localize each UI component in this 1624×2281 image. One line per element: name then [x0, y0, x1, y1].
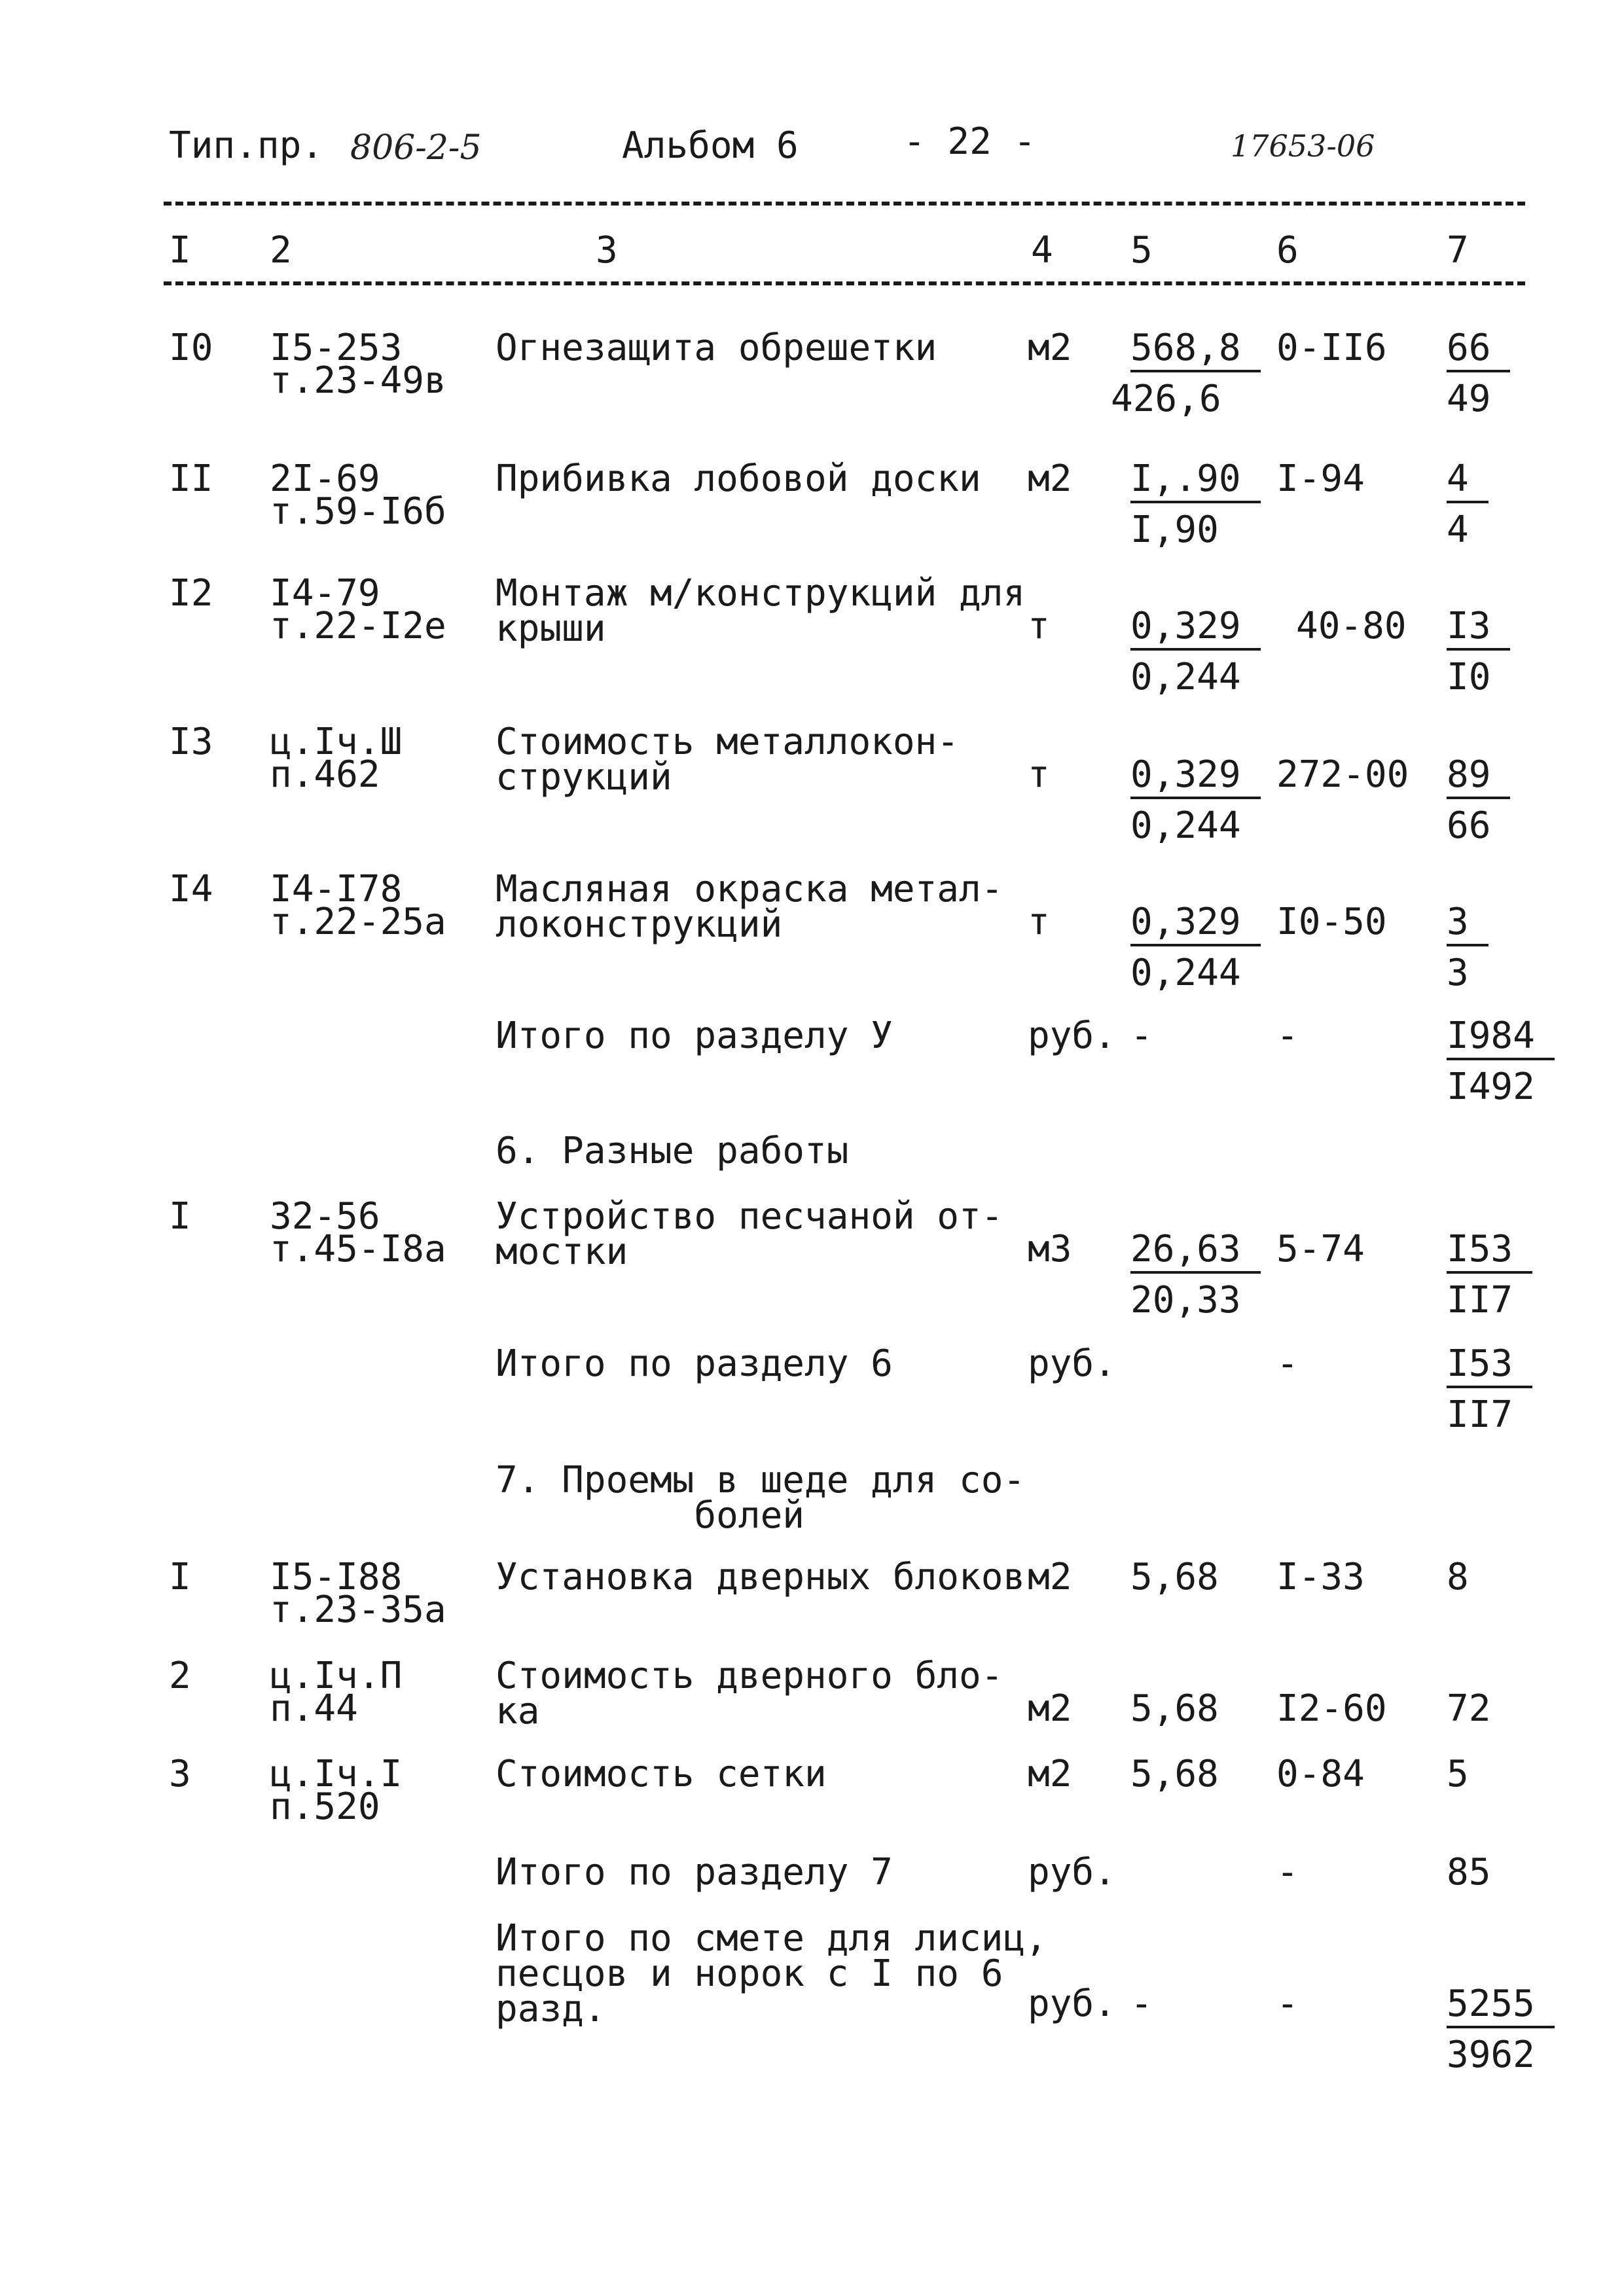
- project-number: 806-2-5: [350, 128, 482, 168]
- unit: м2: [1028, 1556, 1072, 1598]
- section-title: 7. Проемы в шеде для со- болей: [496, 1459, 1026, 1537]
- total-sum-full: I53: [1447, 1346, 1532, 1388]
- sum-reduced: 66: [1447, 804, 1491, 847]
- unit: т: [1028, 753, 1050, 796]
- col-header-4: 4: [1031, 229, 1053, 272]
- unit-price: I2-60: [1276, 1687, 1387, 1730]
- unit-price: I0-50: [1276, 901, 1387, 943]
- unit-price: 272-00: [1276, 753, 1409, 796]
- work-description: Стоимость металлокон- струкций: [496, 721, 960, 799]
- unit-price: 0-84: [1276, 1753, 1365, 1795]
- album-label: Альбом 6: [622, 124, 799, 167]
- norm-table: т.22-25а: [270, 901, 446, 943]
- work-description: Установка дверных блоков: [496, 1556, 1026, 1598]
- total-label: Итого по разделу 7: [496, 1851, 893, 1894]
- quantity-reduced: 0,244: [1130, 952, 1241, 994]
- quantity-full: 568,8: [1130, 331, 1261, 372]
- row-number: I: [169, 1195, 191, 1238]
- col-header-7: 7: [1447, 229, 1469, 272]
- quantity-reduced: 0,244: [1130, 656, 1241, 698]
- unit-price: I-33: [1276, 1556, 1365, 1598]
- work-description: Масляная окраска метал- локонструкций: [496, 868, 1003, 946]
- norm-table: п.44: [270, 1687, 358, 1730]
- norm-code: ц.Iч.I: [270, 1753, 403, 1795]
- norm-code: I4-I78: [270, 868, 403, 910]
- total-sum-full: I984: [1447, 1018, 1555, 1060]
- quantity-reduced: 20,33: [1130, 1279, 1241, 1321]
- row-number: I0: [169, 327, 213, 369]
- col-header-5: 5: [1130, 229, 1153, 272]
- grand-total-price: -: [1276, 1983, 1299, 2025]
- total-price: -: [1276, 1851, 1299, 1894]
- total-unit: руб.: [1028, 1015, 1116, 1057]
- total-sum-reduced: I492: [1447, 1066, 1535, 1108]
- quantity: [1130, 458, 1261, 551]
- section-title: 6. Разные работы: [496, 1130, 849, 1172]
- sum: 72: [1447, 1687, 1491, 1730]
- quantity-full: 26,63: [1130, 1232, 1261, 1274]
- norm-table: т.45-I8а: [270, 1228, 446, 1270]
- grand-total-sum-reduced: 3962: [1447, 2034, 1535, 2076]
- row-number: 3: [169, 1753, 191, 1795]
- sum: [1447, 605, 1510, 698]
- norm-code: I5-I88: [270, 1556, 403, 1598]
- quantity: [1130, 605, 1261, 698]
- grand-total-sum: [1447, 1983, 1555, 2076]
- norm-table: п.520: [270, 1786, 380, 1828]
- header-divider-top: [164, 202, 1525, 206]
- total-sum-reduced: II7: [1447, 1393, 1513, 1436]
- unit: м2: [1028, 327, 1072, 369]
- sum-full: 4: [1447, 461, 1489, 503]
- quantity-reduced: I,90: [1130, 509, 1219, 551]
- work-description: Монтаж м/конструкций для крыши: [496, 572, 1026, 650]
- row-number: I: [169, 1556, 191, 1598]
- grand-total-unit: руб.: [1028, 1983, 1116, 2025]
- total-sum: [1447, 1015, 1555, 1108]
- doc-number: 17653-06: [1231, 128, 1375, 164]
- norm-code: 2I-69: [270, 458, 380, 500]
- sum: [1447, 753, 1510, 847]
- sum: [1447, 458, 1489, 551]
- norm-code: ц.Iч.Ш: [270, 721, 403, 763]
- unit: м2: [1028, 458, 1072, 500]
- quantity: [1130, 901, 1261, 994]
- quantity: 5,68: [1130, 1687, 1219, 1730]
- unit-price: I-94: [1276, 458, 1365, 500]
- sum-reduced: I0: [1447, 656, 1491, 698]
- quantity: 5,68: [1130, 1556, 1219, 1598]
- unit: т: [1028, 605, 1050, 647]
- row-number: I4: [169, 868, 213, 910]
- col-header-1: I: [169, 229, 191, 272]
- sum-reduced: 3: [1447, 952, 1469, 994]
- quantity-full: 0,329: [1130, 757, 1261, 799]
- unit-price: 0-II6: [1276, 327, 1387, 369]
- work-description: Прибивка лобовой доски: [496, 458, 981, 500]
- norm-code: I4-79: [270, 572, 380, 615]
- quantity-full: 0,329: [1130, 905, 1261, 946]
- work-description: Стоимость дверного бло- ка: [496, 1655, 1003, 1733]
- unit: м2: [1028, 1753, 1072, 1795]
- total-unit: руб.: [1028, 1342, 1116, 1385]
- total-unit: руб.: [1028, 1851, 1116, 1894]
- quantity: [1111, 327, 1261, 420]
- total-label: Итого по разделу У: [496, 1015, 893, 1057]
- total-sum: [1447, 1342, 1532, 1436]
- total-price: -: [1276, 1015, 1299, 1057]
- total-label: Итого по разделу 6: [496, 1342, 893, 1385]
- sum-full: 3: [1447, 905, 1489, 946]
- quantity: 5,68: [1130, 1753, 1219, 1795]
- col-header-2: 2: [270, 229, 292, 272]
- total-sum: 85: [1447, 1851, 1491, 1894]
- norm-code: I5-253: [270, 327, 403, 369]
- sum-reduced: 4: [1447, 509, 1469, 551]
- work-description: Устройство песчаной от- мостки: [496, 1195, 1003, 1273]
- quantity-reduced: 426,6: [1111, 378, 1221, 420]
- sum-reduced: 49: [1447, 378, 1491, 420]
- unit: м3: [1028, 1228, 1072, 1270]
- grand-total-quantity: -: [1130, 1983, 1153, 2025]
- grand-total-label: Итого по смете для лисиц, песцов и норок с I по 6 разд.: [496, 1917, 1047, 2030]
- unit: т: [1028, 901, 1050, 943]
- row-number: I3: [169, 721, 213, 763]
- grand-total-sum-full: 5255: [1447, 1986, 1555, 2028]
- sum-full: I3: [1447, 609, 1510, 651]
- unit: м2: [1028, 1687, 1072, 1730]
- sum-full: 66: [1447, 331, 1510, 372]
- sum-full: I53: [1447, 1232, 1532, 1274]
- row-number: II: [169, 458, 213, 500]
- norm-table: т.23-49в: [270, 359, 446, 402]
- sum-full: 89: [1447, 757, 1510, 799]
- sum: [1447, 1228, 1532, 1321]
- sum: 8: [1447, 1556, 1469, 1598]
- header-divider-bottom: [164, 281, 1525, 285]
- norm-code: ц.Iч.П: [270, 1655, 403, 1697]
- quantity-full: 0,329: [1130, 609, 1261, 651]
- row-number: 2: [169, 1655, 191, 1697]
- sum: [1447, 327, 1510, 420]
- header-prefix: Тип.пр.: [169, 124, 324, 167]
- norm-code: 32-56: [270, 1195, 380, 1238]
- quantity-reduced: 0,244: [1130, 804, 1241, 847]
- work-description: Огнезащита обрешетки: [496, 327, 937, 369]
- col-header-3: 3: [596, 229, 618, 272]
- quantity: [1130, 1228, 1261, 1321]
- quantity-full: I,.90: [1130, 461, 1261, 503]
- norm-table: п.462: [270, 753, 380, 796]
- row-number: I2: [169, 572, 213, 615]
- total-quantity: -: [1130, 1015, 1153, 1057]
- total-price: -: [1276, 1342, 1299, 1385]
- norm-table: т.23-35а: [270, 1589, 446, 1631]
- col-header-6: 6: [1276, 229, 1299, 272]
- norm-table: т.22-I2е: [270, 605, 446, 647]
- norm-table: т.59-I6б: [270, 490, 446, 533]
- sum-reduced: II7: [1447, 1279, 1513, 1321]
- work-description: Стоимость сетки: [496, 1753, 827, 1795]
- sum: 5: [1447, 1753, 1469, 1795]
- sum: [1447, 901, 1489, 994]
- unit-price: 5-74: [1276, 1228, 1365, 1270]
- page-number: - 22 -: [903, 120, 1036, 163]
- quantity: [1130, 753, 1261, 847]
- unit-price: 40-80: [1296, 605, 1407, 647]
